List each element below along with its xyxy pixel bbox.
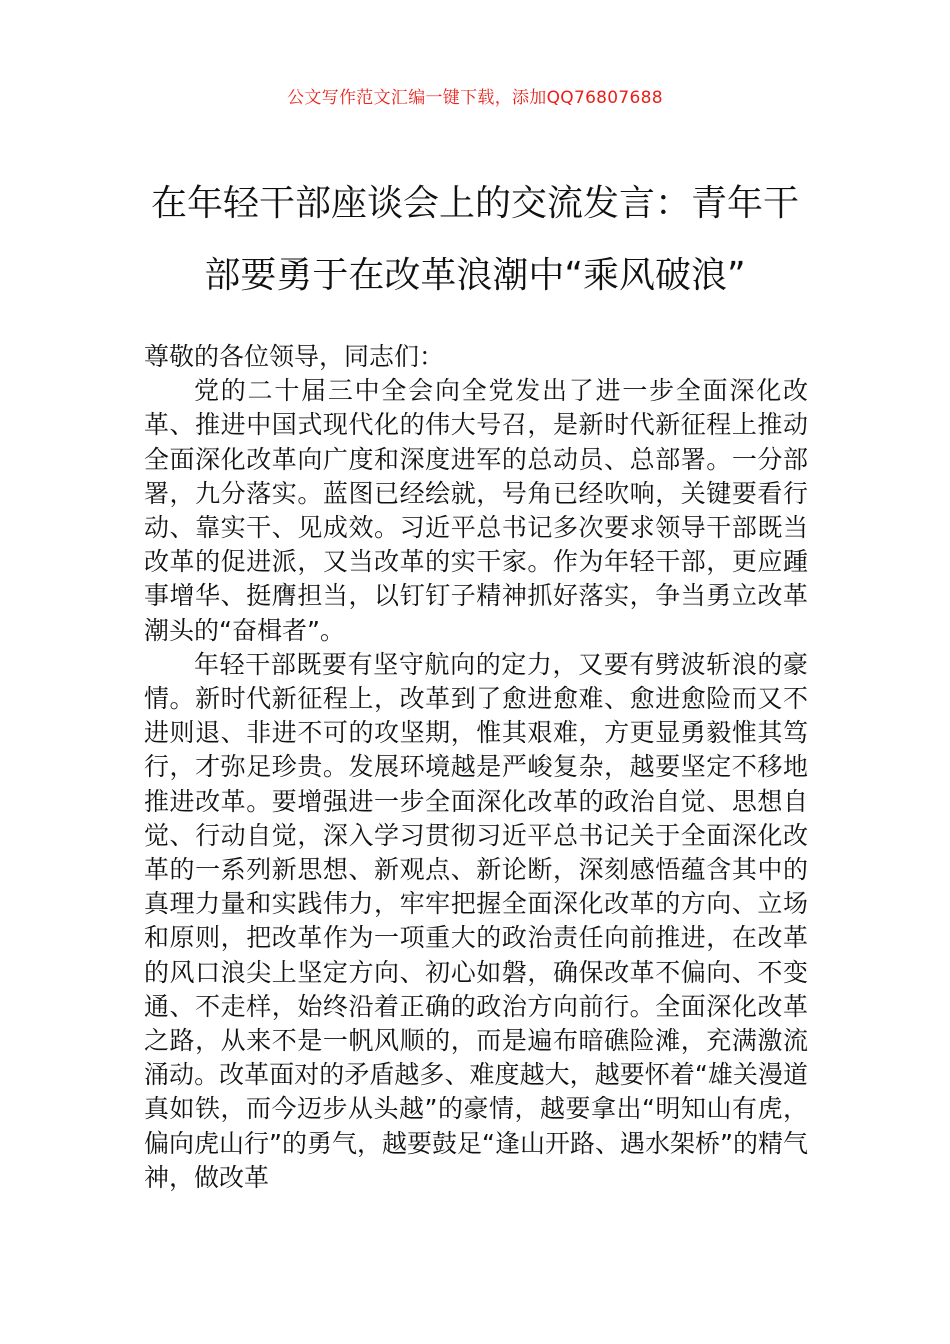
paragraph-1: 党的二十届三中全会向全党发出了进一步全面深化改革、推进中国式现代化的伟大号召，是新时代新征程上推动全面深化改革向广度和深度进军的总动员、总部署。一分部署，九分落实。蓝图已经绘就，号角已经吹响，关键要看行动、靠实干、见成效。习近平总书记多次要求领导干部既当改革的促进派，又当改革的实干家。作为年轻干部，更应踵事增华、挺膺担当，以钉钉子精神抓好落实，争当勇立改革潮头的“奋楫者”。: [144, 376, 808, 645]
document-body: [144, 340, 808, 1195]
salutation: 尊敬的各位领导，同志们：: [144, 342, 445, 371]
page-title: [140, 178, 810, 302]
title-line-2: 部要勇于在改革浪潮中“乘风破浪”: [204, 255, 746, 296]
title-line-1: 在年轻干部座谈会上的交流发言：青年干: [150, 183, 799, 224]
paragraph-2: 年轻干部既要有坚守航向的定力，又要有劈波斩浪的豪情。新时代新征程上，改革到了愈进愈难、愈进愈险而又不进则退、非进不可的攻坚期，惟其艰难，方更显勇毅惟其笃行，才弥足珍贵。发展环境越是严峻复杂，越要坚定不移地推进改革。要增强进一步全面深化改革的政治自觉、思想自觉、行动自觉，深入学习贯彻习近平总书记关于全面深化改革的一系列新思想、新观点、新论断，深刻感悟蕴含其中的真理力量和实践伟力，牢牢把握全面深化改革的方向、立场和原则，把改革作为一项重大的政治责任向前推进，在改革的风口浪尖上坚定方向、初心如磐，确保改革不偏向、不变通、不走样，始终沿着正确的政治方向前行。全面深化改革之路，从来不是一帆风顺的，而是遍布暗礁险滩，充满激流涌动。改革面对的矛盾越多、难度越大，越要怀着“雄关漫道真如铁，而今迈步从头越”的豪情，越要拿出“明知山有虎，偏向虎山行”的勇气，越要鼓足“逢山开路、遇水架桥”的精气神，做改革: [144, 649, 808, 1192]
promo-banner: 公文写作范文汇编一键下载，添加QQ76807688: [287, 88, 663, 108]
